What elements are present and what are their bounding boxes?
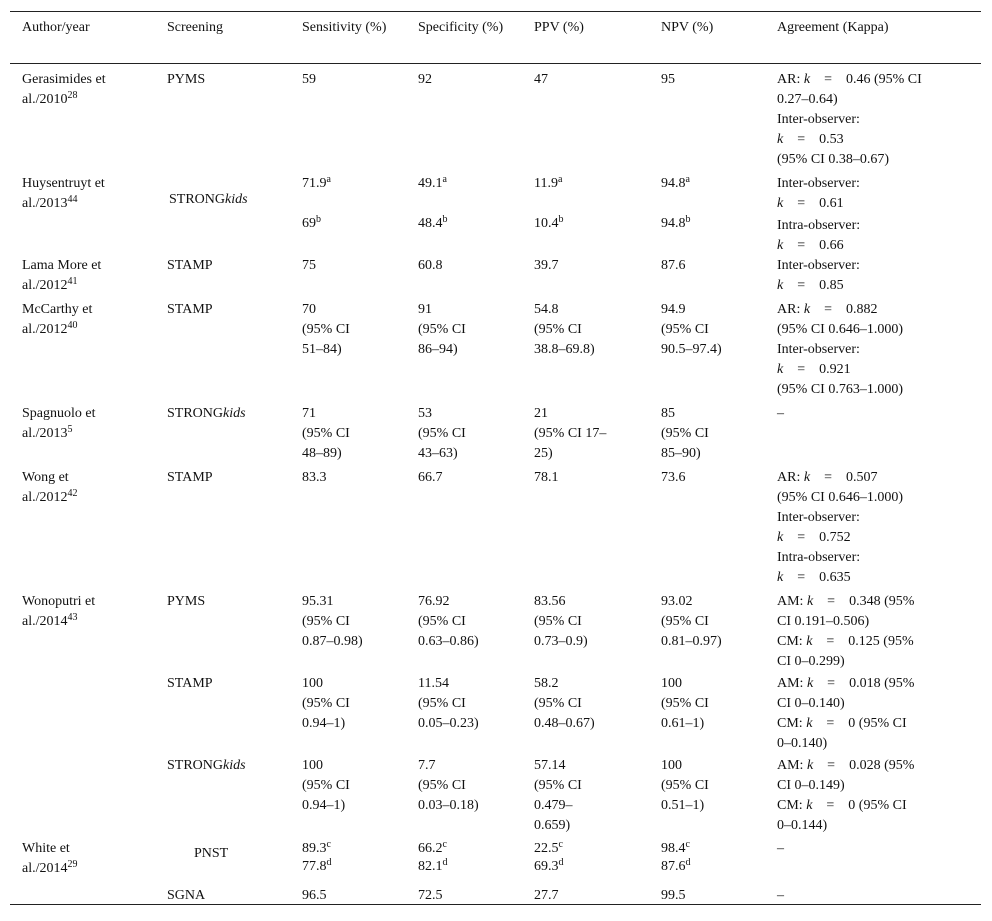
npv-cell: 94.8$^b$	[661, 214, 691, 231]
npv-cell: 100 (95% CI 0.61–1)	[661, 676, 709, 731]
ppv-cell: 39.7	[534, 258, 559, 273]
specificity-cell: 72.5	[418, 888, 443, 903]
specificity-cell: 82.1$^d$	[418, 857, 448, 874]
specificity-cell: 60.8	[418, 258, 443, 273]
agreement-cell: AM: k = 0.028 (95% CI 0–0.149) CM: k = 0 (95% CI 0–0.144)	[777, 758, 915, 833]
sensitivity-cell: 100 (95% CI 0.94–1)	[302, 758, 350, 813]
agreement-cell: –	[777, 888, 784, 903]
specificity-cell: 66.7	[418, 470, 443, 485]
header-sensitivity: Sensitivity (%)	[302, 20, 387, 35]
table-row	[10, 668, 981, 750]
screening-cell: STRONGkids	[167, 758, 246, 773]
sensitivity-cell: 69$^b$	[302, 214, 321, 231]
ppv-cell: 54.8 (95% CI 38.8–69.8)	[534, 302, 595, 357]
npv-cell: 100 (95% CI 0.51–1)	[661, 758, 709, 813]
specificity-cell: 76.92 (95% CI 0.63–0.86)	[418, 594, 479, 649]
npv-cell: 95	[661, 72, 675, 87]
header-npv: NPV (%)	[661, 20, 714, 35]
sensitivity-cell: 100 (95% CI 0.94–1)	[302, 676, 350, 731]
header-ppv: PPV (%)	[534, 20, 584, 35]
specificity-cell: 91 (95% CI 86–94)	[418, 302, 466, 357]
ppv-cell: 83.56 (95% CI 0.73–0.9)	[534, 594, 588, 649]
npv-cell: 94.9 (95% CI 90.5–97.4)	[661, 302, 722, 357]
screening-cell: PYMS	[167, 72, 206, 87]
agreement-cell: Inter-observer: k = 0.61	[777, 176, 860, 211]
author-cell: McCarthy et al./2012$^{40}$	[22, 302, 93, 337]
sensitivity-cell: 70 (95% CI 51–84)	[302, 302, 350, 357]
specificity-cell: 53 (95% CI 43–63)	[418, 406, 466, 461]
npv-cell: 85 (95% CI 85–90)	[661, 406, 709, 461]
table-row	[10, 462, 981, 586]
sensitivity-cell: 95.31 (95% CI 0.87–0.98)	[302, 594, 363, 649]
sensitivity-cell: 89.3$^c$	[302, 839, 331, 856]
sensitivity-cell: 96.5	[302, 888, 327, 903]
ppv-cell: 57.14 (95% CI 0.479– 0.659)	[534, 758, 582, 833]
screening-cell: STAMP	[167, 676, 213, 691]
table-row	[10, 882, 981, 904]
agreement-cell: AR: k = 0.882 (95% CI 0.646–1.000) Inter-observer: k = 0.921 (95% CI 0.763–1.000)	[777, 302, 903, 397]
screening-cell: SGNA	[167, 888, 206, 903]
ppv-cell: 47	[534, 72, 548, 87]
sensitivity-cell: 77.8$^d$	[302, 857, 332, 874]
npv-cell: 98.4$^c$	[661, 839, 690, 856]
screening-cell: STAMP	[167, 470, 213, 485]
sensitivity-cell: 59	[302, 72, 316, 87]
agreement-cell: AR: k = 0.507 (95% CI 0.646–1.000) Inter-observer: k = 0.752 Intra-observer: k = 0.635	[777, 470, 903, 585]
table-row	[10, 750, 981, 832]
ppv-cell: 10.4$^b$	[534, 214, 564, 231]
agreement-cell: AM: k = 0.348 (95% CI 0.191–0.506) CM: k = 0.125 (95% CI 0–0.299)	[777, 594, 915, 669]
author-cell: White et al./2014$^{29}$	[22, 841, 78, 876]
screening-cell: STRONGkids	[169, 192, 248, 207]
screening-cell: PNST	[194, 846, 229, 861]
ppv-cell: 27.7	[534, 888, 559, 903]
ppv-cell: 22.5$^c$	[534, 839, 563, 856]
screening-cell: STAMP	[167, 302, 213, 317]
header-specificity: Specificity (%)	[418, 20, 504, 35]
screening-cell: STRONGkids	[167, 406, 246, 421]
agreement-cell: Inter-observer: k = 0.85	[777, 258, 860, 293]
header-screening: Screening	[167, 20, 223, 35]
table-row	[10, 586, 981, 668]
table-row	[10, 832, 981, 882]
table-row	[10, 64, 981, 166]
table-body	[10, 64, 981, 904]
specificity-cell: 7.7 (95% CI 0.03–0.18)	[418, 758, 479, 813]
author-cell: Wong et al./2012$^{42}$	[22, 470, 78, 505]
author-cell: Spagnuolo et al./2013$^5$	[22, 406, 96, 441]
ppv-cell: 69.3$^d$	[534, 857, 564, 874]
author-cell: Gerasimides et al./2010$^{28}$	[22, 72, 106, 107]
npv-cell: 87.6$^d$	[661, 857, 691, 874]
table-row	[10, 294, 981, 398]
specificity-cell: 92	[418, 72, 432, 87]
npv-cell: 93.02 (95% CI 0.81–0.97)	[661, 594, 722, 649]
sensitivity-cell: 75	[302, 258, 316, 273]
agreement-cell: AR: k = 0.46 (95% CI 0.27–0.64) Inter-observer: k = 0.53 (95% CI 0.38–0.67)	[777, 72, 922, 167]
npv-cell: 94.8$^a$	[661, 174, 690, 191]
results-table	[10, 11, 981, 905]
specificity-cell: 48.4$^b$	[418, 214, 448, 231]
agreement-cell: –	[777, 406, 784, 421]
ppv-cell: 58.2 (95% CI 0.48–0.67)	[534, 676, 595, 731]
screening-cell: PYMS	[167, 594, 206, 609]
header-author: Author/year	[22, 20, 90, 35]
agreement-cell: –	[777, 841, 784, 856]
ppv-cell: 21 (95% CI 17– 25)	[534, 406, 607, 461]
ppv-cell: 78.1	[534, 470, 559, 485]
npv-cell: 73.6	[661, 470, 686, 485]
specificity-cell: 11.54 (95% CI 0.05–0.23)	[418, 676, 479, 731]
npv-cell: 87.6	[661, 258, 686, 273]
npv-cell: 99.5	[661, 888, 686, 903]
table-header-row	[10, 12, 981, 64]
agreement-cell: AM: k = 0.018 (95% CI 0–0.140) CM: k = 0 (95% CI 0–0.140)	[777, 676, 915, 751]
screening-cell: STAMP	[167, 258, 213, 273]
table-row	[10, 250, 981, 294]
sensitivity-cell: 83.3	[302, 470, 327, 485]
author-cell: Wonoputri et al./2014$^{43}$	[22, 594, 96, 629]
sensitivity-cell: 71.9$^a$	[302, 174, 331, 191]
table-row	[10, 166, 981, 253]
author-cell: Lama More et al./2012$^{41}$	[22, 258, 102, 293]
sensitivity-cell: 71 (95% CI 48–89)	[302, 406, 350, 461]
author-cell: Huysentruyt et al./2013$^{44}$	[22, 176, 105, 211]
specificity-cell: 49.1$^a$	[418, 174, 447, 191]
ppv-cell: 11.9$^a$	[534, 174, 563, 191]
table-row	[10, 398, 981, 462]
specificity-cell: 66.2$^c$	[418, 839, 447, 856]
agreement-cell: Intra-observer: k = 0.66	[777, 218, 861, 253]
header-agreement: Agreement (Kappa)	[777, 20, 889, 35]
